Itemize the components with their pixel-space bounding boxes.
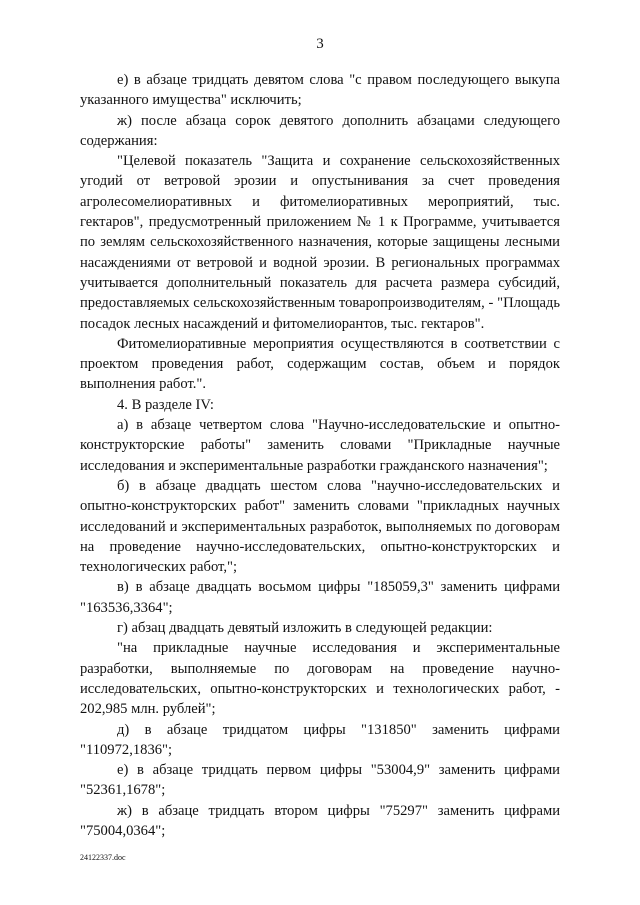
- paragraph-zh-32: ж) в абзаце тридцать втором цифры "75297" заменить цифрами "75004,0364";: [80, 802, 560, 839]
- paragraph-phytomelioration: Фитомелиоративные мероприятия осуществляются в соответствии с проектом проведения работ, содержащим состав, объем и порядок выполнения работ.".: [80, 335, 560, 393]
- paragraph-v-28: в) в абзаце двадцать восьмом цифры "185059,3" заменить цифрами "163536,3364";: [80, 579, 560, 616]
- page-number: 3: [316, 36, 324, 52]
- paragraph-g-29: г) абзац двадцать девятый изложить в следующей редакции:: [117, 620, 493, 637]
- paragraph-target-indicator: "Целевой показатель "Защита и сохранение сельскохозяйственных угодий от ветровой эрозии и опустынивания за счет проведения агролесомелиоративных и фитомелиоративных мероприятий, тыс. гектаров", предусмотренный приложением № 1 к Программе, учитывается по землям сельскохозяйственного назначения, которые защищены лесными насаждениями от ветровой и водной эрозии. В региональных программах учитывается дополнительный показатель для расчета размера субсидий, предоставляемых сельскохозяйственным товаропроизводителям, - "Площадь посадок лесных насаждений и фитомелиорантов, тыс. гектаров".: [80, 153, 560, 332]
- file-name-footer: 24122337.doc: [80, 853, 126, 862]
- paragraph-d-30: д) в абзаце тридцатом цифры "131850" заменить цифрами "110972,1836";: [80, 721, 560, 758]
- document-body: [80, 70, 560, 841]
- section-iv-heading: 4. В разделе IV:: [117, 396, 214, 413]
- paragraph-e-39: е) в абзаце тридцать девятом слова "с правом последующего выкупа указанного имущества" исключить;: [80, 72, 560, 109]
- paragraph-zh-49: ж) после абзаца сорок девятого дополнить абзацами следующего содержания:: [80, 112, 560, 149]
- paragraph-g-29-text: "на прикладные научные исследования и экспериментальные разработки, выполняемые по договорам на проведение научно-исследовательских, опытно-конструкторских и технологических работ, - 202,985 млн. рублей";: [80, 640, 560, 718]
- paragraph-b-26: б) в абзаце двадцать шестом слова "научно-исследовательских и опытно-конструкторских работ" заменить словами "прикладных научных исследований и экспериментальных разработок, выполняемых по договорам на проведение научно-исследовательских, опытно-конструкторских и технологических работ,";: [80, 477, 560, 576]
- paragraph-a-4: а) в абзаце четвертом слова "Научно-исследовательские и опытно-конструкторские работы" заменить словами "Прикладные научные исследования и экспериментальные разработки гражданского назначения";: [80, 417, 560, 474]
- paragraph-e-31: е) в абзаце тридцать первом цифры "53004,9" заменить цифрами "52361,1678";: [80, 762, 560, 799]
